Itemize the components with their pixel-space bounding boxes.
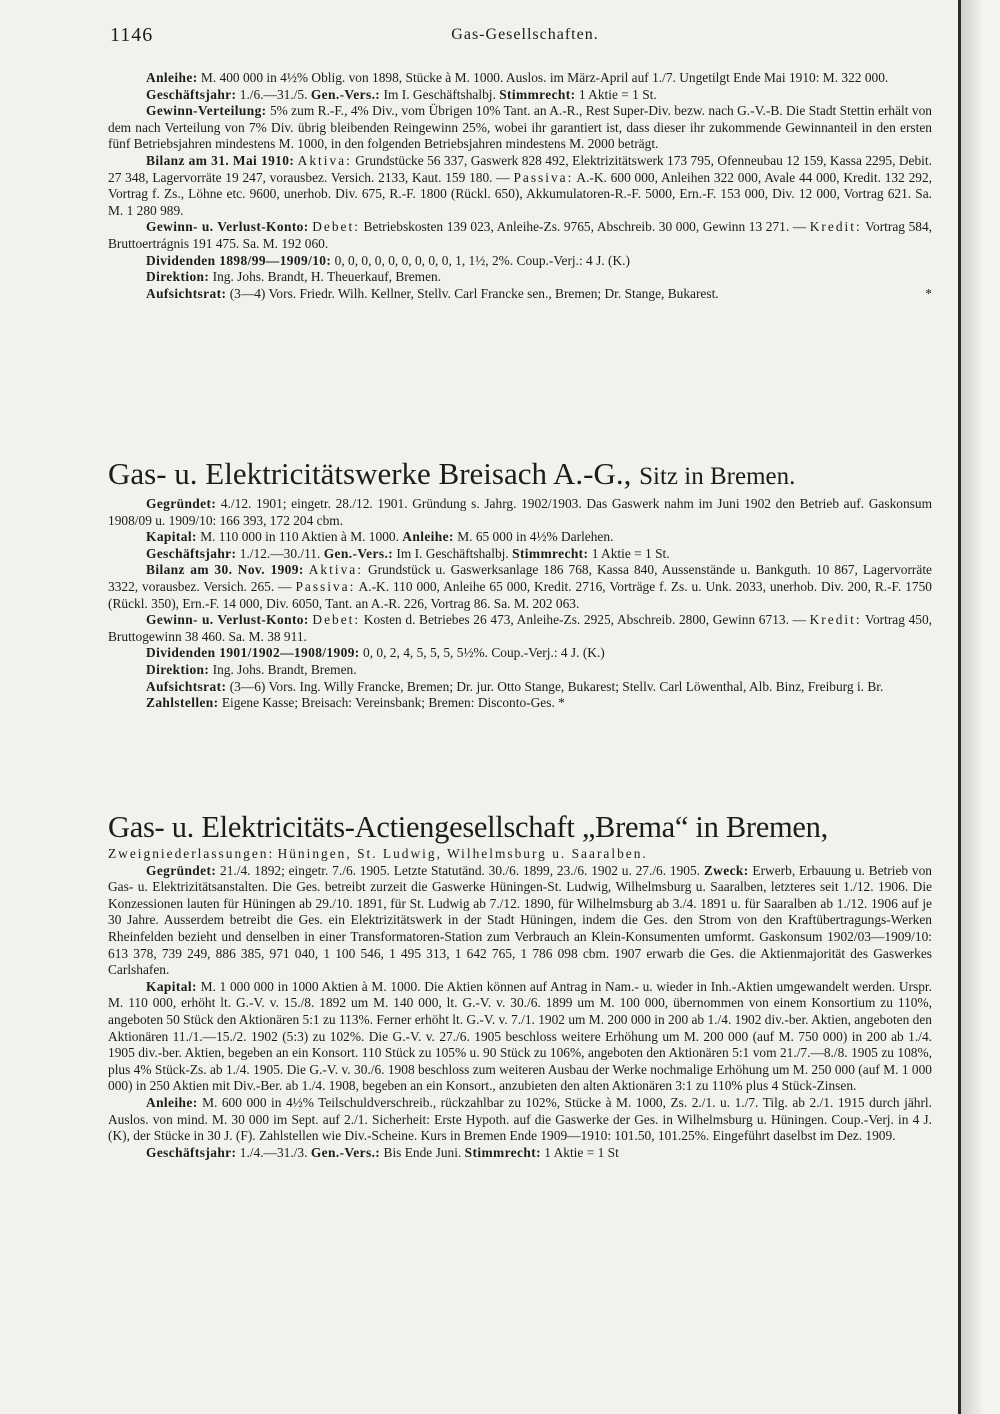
end-star-mark: * (925, 285, 932, 301)
zweigniederlassungen-label: Zweigniederlassungen: (108, 846, 275, 861)
gegruendet-text: 4./12. 1901; eingetr. 28./12. 1901. Gründung s. Jahrg. 1902/1903. Das Gaswerk nahm im Juni 1902 den Betrieb auf. Gaskonsum 1908/09 u. 1909/10: 166 393, 172 204 cbm. (108, 496, 932, 528)
gegruendet-label: Gegründet: (146, 862, 217, 878)
page-header (110, 24, 940, 54)
company-name-breisach: Gas- u. Elektricitätswerke Breisach A.-G., (108, 456, 632, 491)
passiva-label: Passiva: (295, 578, 356, 594)
page-number: 1146 (110, 24, 154, 46)
aktiva-label: Aktiva: (297, 152, 352, 168)
kapital-text: M. 110 000 in 110 Aktien à M. 1000. (200, 529, 399, 545)
aktiva-text: Grundstück u. Gaswerksanlage 186 768, Kassa 840, Aussenstände u. Bankguth. 10 867, Lagervorräte 3322, vorausbez. Versich. 265. — (108, 562, 932, 594)
passiva-text: A.-K. 600 000, Anleihen 322 000, Avale 44 000, Kredit. 132 292, Vortrag f. Zs., Löhne etc. 9600, unerhob. Div. 675, R.-F. 1800 (Rückl. 650), Akkumulatoren-R.-F. 5000, Ern.-F. 153 000, Div. 12 000, Vortrag 621. Sa. M. 1 280 989. (108, 169, 932, 218)
geschaeftsjahr-paragraph (108, 1145, 932, 1162)
passiva-label: Passiva: (513, 169, 574, 185)
kapital-paragraph (108, 529, 932, 546)
gegruendet-label: Gegründet: (146, 496, 217, 511)
anleihe-label: Anleihe: (146, 70, 198, 85)
company-title-breisach (108, 455, 932, 496)
aufsichtsrat-label: Aufsichtsrat: (146, 285, 227, 301)
guv-paragraph (108, 219, 932, 252)
kapital-label: Kapital: (146, 978, 197, 994)
gegruendet-text: 21./4. 1892; eingetr. 7./6. 1905. Letzte Statutänd. 30./6. 1899, 23./6. 1902 u. 27./6. 1905. (220, 862, 701, 878)
dividenden-text: 0, 0, 0, 0, 0, 0, 0, 0, 0, 1, 1½, 2%. Coup.-Verj.: 4 J. (K.) (334, 252, 630, 268)
geschaeftsjahr-paragraph (108, 546, 932, 563)
company-seat-breisach: Sitz in Bremen. (639, 463, 796, 490)
gen-vers-text: Im I. Geschäftshalbj. (396, 545, 509, 561)
gegruendet-paragraph (108, 496, 932, 529)
anleihe-label: Anleihe: (146, 1094, 198, 1110)
zahlstellen-paragraph (108, 695, 932, 712)
aufsichtsrat-text: (3—4) Vors. Friedr. Wilh. Kellner, Stellv. Carl Francke sen., Bremen; Dr. Stange, Bukarest. (229, 285, 719, 301)
aufsichtsrat-label: Aufsichtsrat: (146, 678, 227, 694)
bilanz-label: Bilanz am 30. Nov. 1909: (146, 562, 304, 578)
aktiva-label: Aktiva: (308, 562, 363, 578)
zweigniederlassungen-text: Hüningen, St. Ludwig, Wilhelmsburg u. Saaralben. (277, 846, 648, 861)
gewinn-verteilung-text: 5% zum R.-F., 4% Div., vom Übrigen 10% Tant. an A.-R., Rest Super-Div. bezw. nach G.-V.-B. Die Stadt Stettin erhält von dem nach Verteilung von 7% Div. übrig bleibenden Reingewinn 25%, wobei ihr garantiert ist, dass dieser ihr zukommende Gewinnanteil in den ersten fünf Betriebsjahren mindestens M. 1000, in den folgenden Betriebsjahren mindestens M. 2000 beträgt. (108, 103, 932, 152)
stimmrecht-label: Stimmrecht: (512, 545, 589, 561)
direktion-paragraph (108, 269, 932, 286)
kredit-text: Vortrag 450, Bruttogewinn 38 460. Sa. M. 38 911. (108, 612, 932, 644)
section-previous-company (108, 70, 932, 302)
gen-vers-label: Gen.-Vers.: (323, 545, 394, 561)
zahlstellen-text: Eigene Kasse; Breisach: Vereinsbank; Bremen: Disconto-Ges. * (221, 695, 565, 711)
gen-vers-label: Gen.-Vers.: (310, 1144, 381, 1160)
geschaeftsjahr-paragraph (108, 87, 932, 104)
bilanz-paragraph (108, 153, 932, 219)
section-brema (108, 808, 932, 1161)
kredit-label: Kredit: (809, 612, 862, 628)
gewinn-verteilung-paragraph (108, 103, 932, 153)
dividenden-text: 0, 0, 2, 4, 5, 5, 5, 5½%. Coup.-Verj.: 4 J. (K.) (363, 645, 605, 661)
geschaeftsjahr-text: 1./4.—31./3. (239, 1144, 308, 1160)
kredit-text: Vortrag 584, Bruttoertrágnis 191 475. Sa. M. 192 060. (108, 219, 932, 251)
running-title: Gas-Gesellschaften. (451, 26, 599, 43)
anleihe-text: M. 600 000 in 4½% Teilschuldverschreib., rückzahlbar zu 102%, Stücke à M. 1000, Zs. 2./1. u. 1./7. Tilg. ab 2./1. 1915 durch jährl. Auslos. von mind. M. 30 000 im Sept. auf 2./1. Sicherheit: Erste Hypoth. auf die Gaswerke der Ges. in Wilhelmsburg u. Hüningen. Coup.-Verj. in 4 J. (K), der Stücke in 30 J. (F). Zahlstellen wie Div.-Scheine. Kurs in Bremen Ende 1909—1910: 101.50, 101.25%. Eingeführt daselbst im Dez. 1909. (108, 1094, 932, 1144)
company-title-brema: Gas- u. Elektricitäts-Actiengesellschaft „Brema“ in Bremen, (108, 810, 828, 844)
dividenden-paragraph (108, 645, 932, 662)
dividenden-paragraph (108, 253, 932, 270)
kapital-text: M. 1 000 000 in 1000 Aktien à M. 1000. Die Aktien können auf Antrag in Nam.- u. wieder in Inh.-Aktien umgewandelt werden. Urspr. M. 110 000, erhöht lt. G.-V. v. 15./8. 1892 um M. 140 000, lt. G.-V. v. 30./6. 1899 um M. 100 000, übernommen von einem Konsortium zu 110%, angeboten 50 Stück den Aktionären 5:1 zu 113%. Ferner erhöht lt. G.-V. v. 7./1. 1902 um M. 200 000 in 200 ab 1./4. 1902 div.-ber. Aktien, angeboten den Aktionären 11./1.—15./2. 1902 (5:3) zu 102%. Die G.-V. v. 27./6. 1905 beschloss weitere Erhöhung um M. 200 000 (auf M. 750 000) in 200 ab 1./4. 1905 div.-ber. Aktien, begeben an ein Konsort. 110 Stück zu 105% u. 90 Stück zu 106%, angeboten den Aktionären 5:1 vom 21./7.—8./8. 1905 zu 108%, plus 4% Stück-Zs. ab 1./4. 1905. Die G.-V. v. 30./6. 1908 beschloss zum weiteren Ausbau der Werke nochmalige Erhöhung um M. 250 000 (auf M. 1 000 000) in 250 Aktien mit Div.-Ber. ab 1./4. 1908, begeben an ein Konsort., anzubieten den alten Aktionären 3:1 zu 110% plus 4 Stück-Zinsen. (108, 978, 932, 1094)
stimmrecht-text: 1 Aktie = 1 St. (578, 86, 657, 102)
stimmrecht-text: 1 Aktie = 1 St (544, 1144, 619, 1160)
geschaeftsjahr-text: 1./6.—31./5. (239, 86, 308, 102)
aktiva-text: Grundstücke 56 337, Gaswerk 828 492, Elektrizitätswerk 173 795, Ofenneubau 12 159, Kassa 2295, Debit. 27 348, Lagervorräte 19 247, vorausbez. Versich. 2133, Kaut. 159 180. — (108, 152, 932, 185)
gegruendet-paragraph (108, 863, 932, 979)
anleihe-text: M. 65 000 in 4½% Darlehen. (457, 529, 614, 545)
direktion-text: Ing. Johs. Brandt, Bremen. (212, 661, 357, 677)
passiva-text: A.-K. 110 000, Anleihe 65 000, Kredit. 2716, Vorträge f. Zs. u. Unk. 2033, unerhob. Div. 200, R.-F. 1750 (Rückl. 350), Ern.-F. 14 000, Div. 6050, Tant. an A.-R. 226, Vortrag 86. Sa. M. 202 063. (108, 578, 932, 611)
kapital-label: Kapital: (146, 529, 197, 545)
direktion-label: Direktion: (146, 269, 210, 285)
guv-label: Gewinn- u. Verlust-Konto: (146, 219, 309, 235)
kapital-paragraph (108, 979, 932, 1095)
page-edge-shadow (961, 0, 1000, 1414)
geschaeftsjahr-label: Geschäftsjahr: (146, 545, 237, 561)
gewinn-verteilung-label: Gewinn-Verteilung: (146, 103, 267, 119)
direktion-paragraph (108, 662, 932, 679)
section-breisach (108, 455, 932, 712)
anleihe-label: Anleihe: (402, 529, 454, 545)
zweck-text: Erwerb, Erbauung u. Betrieb von Gas- u. Elektrizitätsanstalten. Die Ges. betreibt zurzeit die Gaswerke Hüningen-St. Ludwig, Wilhelmsburg u. Saaralben, letzteres seit 1./12. 1906. Die Konzessionen lauten für Hüningen ab 29./10. 1891, für St. Ludwig ab 7./12. 1890, für Wilhelmsburg ab 3./4. 1891 u. für Saaralben ab 1./12. 1906 auf je 30 Jahre. Ausserdem betreibt die Ges. ein Elektrizitätswerk in der Stadt Hüningen, indem die Ges. den Strom von den Kraftübertragungs-Werken Rheinfelden bezieht und denselben in einer Transformatoren-Station zum Verbrauch an Klein-Konsumenten umformt. Gaskonsum 1902/03—1909/10: 613 378, 739 249, 886 385, 971 040, 1 100 546, 1 495 313, 1 642 765, 1 786 098 cbm. 1907 erwarb die Ges. die Aktienmajorität des Gaswerkes Carlshafen. (108, 862, 932, 978)
debet-label: Debet: (312, 219, 360, 235)
zweigniederlassungen-paragraph (108, 846, 932, 863)
geschaeftsjahr-label: Geschäftsjahr: (146, 86, 237, 102)
kredit-label: Kredit: (809, 219, 862, 235)
gen-vers-text: Im I. Geschäftshalbj. (383, 86, 496, 102)
aufsichtsrat-paragraph (108, 286, 932, 303)
stimmrecht-label: Stimmrecht: (499, 86, 576, 102)
debet-text: Betriebskosten 139 023, Anleihe-Zs. 9765, Abschreib. 30 000, Gewinn 13 271. — (363, 219, 807, 235)
anleihe-paragraph (108, 1095, 932, 1145)
debet-text: Kosten d. Betriebes 26 473, Anleihe-Zs. 2925, Abschreib. 2800, Gewinn 6713. — (363, 612, 806, 628)
guv-label: Gewinn- u. Verlust-Konto: (146, 612, 309, 628)
stimmrecht-text: 1 Aktie = 1 St. (591, 545, 670, 561)
gen-vers-label: Gen.-Vers.: (310, 86, 381, 102)
anleihe-text: M. 400 000 in 4½% Oblig. von 1898, Stücke à M. 1000. Auslos. im März-April auf 1./7. Ungetilgt Ende Mai 1910: M. 322 000. (200, 70, 889, 85)
direktion-label: Direktion: (146, 661, 210, 677)
anleihe-paragraph (108, 70, 932, 87)
zweck-label: Zweck: (703, 862, 749, 878)
guv-paragraph (108, 612, 932, 645)
bilanz-label: Bilanz am 31. Mai 1910: (146, 152, 295, 168)
zahlstellen-label: Zahlstellen: (146, 695, 219, 711)
direktion-text: Ing. Johs. Brandt, H. Theuerkauf, Bremen. (212, 269, 442, 285)
dividenden-label: Dividenden 1898/99—1909/10: (146, 252, 332, 268)
geschaeftsjahr-text: 1./12.—30./11. (239, 545, 321, 561)
geschaeftsjahr-label: Geschäftsjahr: (146, 1144, 237, 1160)
bilanz-paragraph (108, 562, 932, 612)
gen-vers-text: Bis Ende Juni. (383, 1144, 462, 1160)
aufsichtsrat-paragraph (108, 679, 932, 696)
aufsichtsrat-text: (3—6) Vors. Ing. Willy Francke, Bremen; Dr. jur. Otto Stange, Bukarest; Stellv. Carl Löwenthal, Alb. Binz, Freiburg i. Br. (229, 678, 884, 694)
stimmrecht-label: Stimmrecht: (464, 1144, 541, 1160)
dividenden-label: Dividenden 1901/1902—1908/1909: (146, 645, 360, 661)
debet-label: Debet: (312, 612, 361, 628)
